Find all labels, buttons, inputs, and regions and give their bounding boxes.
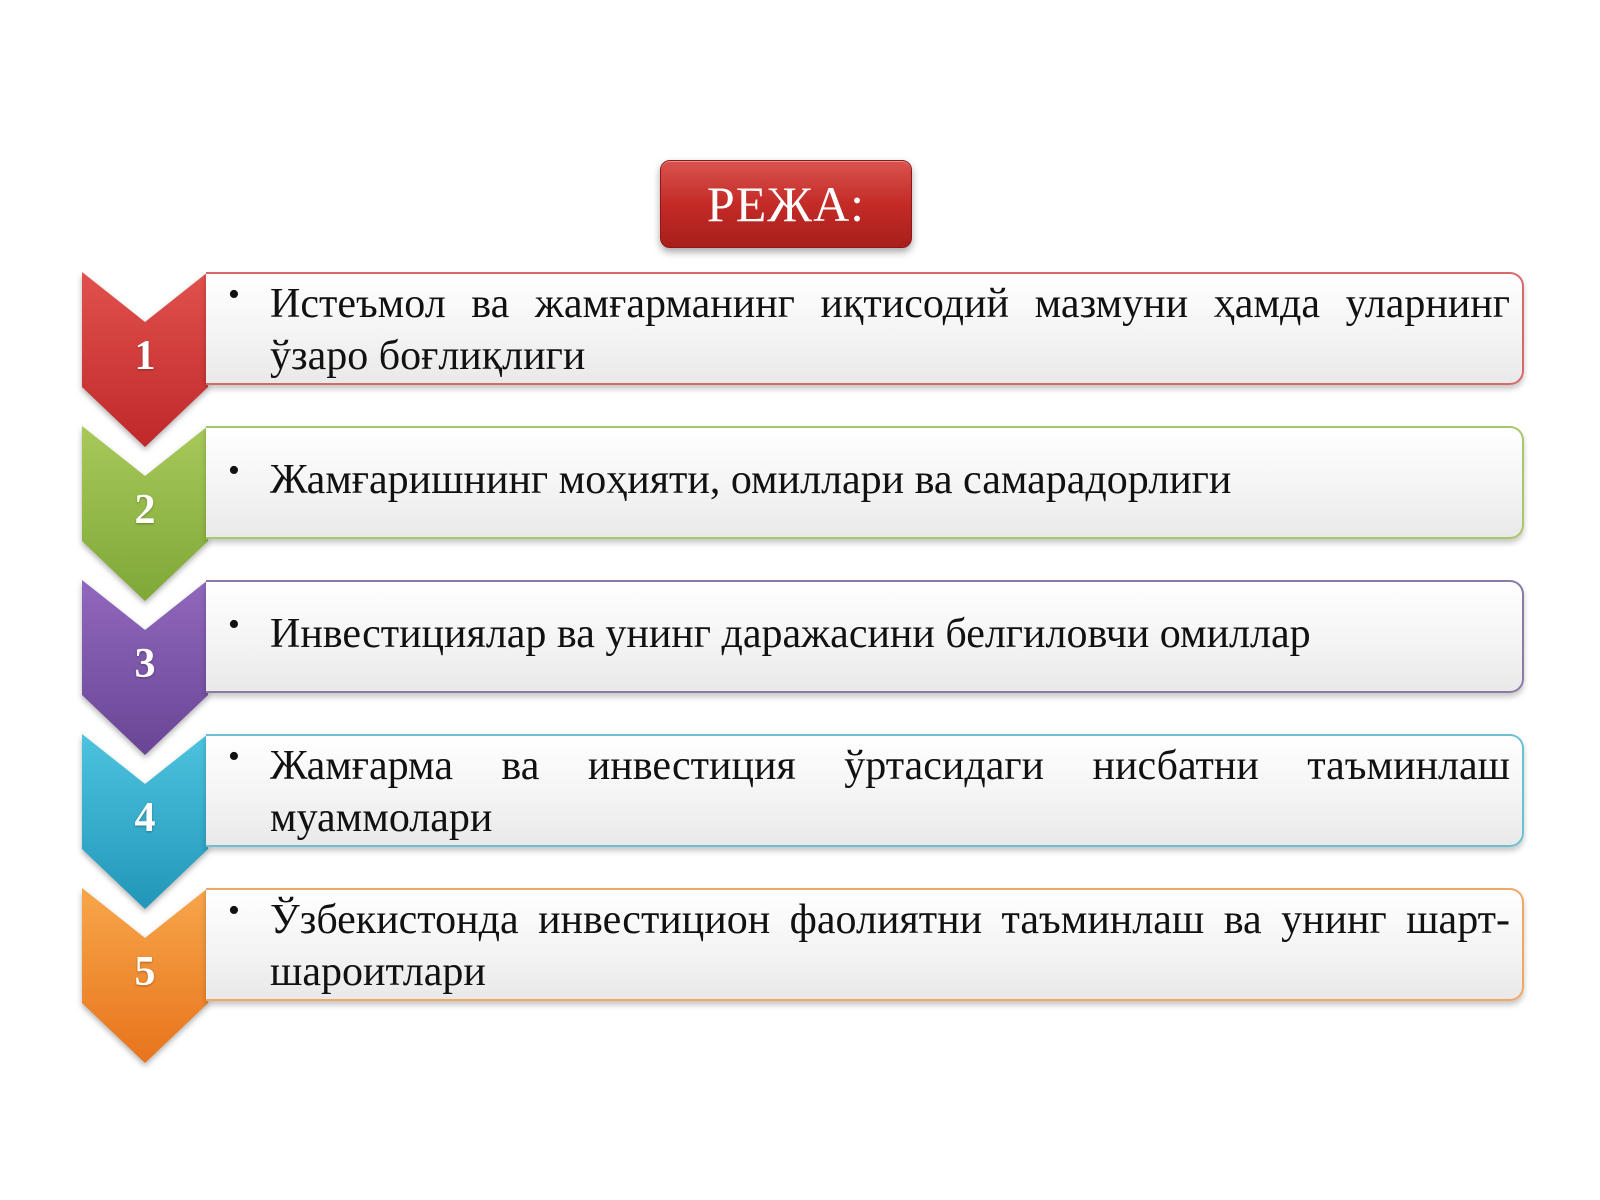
step-number: 1: [134, 333, 156, 379]
step-number: 3: [134, 641, 156, 687]
bullet-icon: •: [228, 606, 240, 643]
step-text: Жамғаришнинг моҳияти, омиллари ва самарадорлиги: [270, 457, 1232, 503]
step-card: [206, 426, 1524, 539]
step-text: Инвестициялар ва унинг даражасини белгиловчи омиллар: [270, 611, 1311, 657]
step-item: [0, 580, 1600, 760]
bullet-icon: •: [228, 892, 240, 929]
step-card: [206, 272, 1524, 385]
step-item: [0, 272, 1600, 452]
title-badge: [660, 160, 912, 248]
step-item: [0, 734, 1600, 914]
step-card: [206, 580, 1524, 693]
bullet-icon: •: [228, 276, 240, 313]
step-text: Ўзбекистонда инвестицион фаолиятни таъминлаш ва унинг шарт-шароитлари: [270, 897, 1510, 995]
step-number: 2: [134, 487, 156, 533]
step-card: [206, 734, 1524, 847]
bullet-icon: •: [228, 738, 240, 775]
bullet-icon: •: [228, 452, 240, 489]
step-item: [0, 426, 1600, 606]
page-title: РЕЖА:: [706, 176, 866, 232]
step-number: 4: [134, 795, 156, 841]
step-text: Жамғарма ва инвестиция ўртасидаги нисбатни таъминлаш муаммолари: [270, 743, 1510, 841]
step-number: 5: [134, 949, 156, 995]
step-card: [206, 888, 1524, 1001]
step-text: Истеъмол ва жамғарманинг иқтисодий мазмуни ҳамда уларнинг ўзаро боғлиқлиги: [270, 281, 1510, 379]
step-item: [0, 888, 1600, 1068]
